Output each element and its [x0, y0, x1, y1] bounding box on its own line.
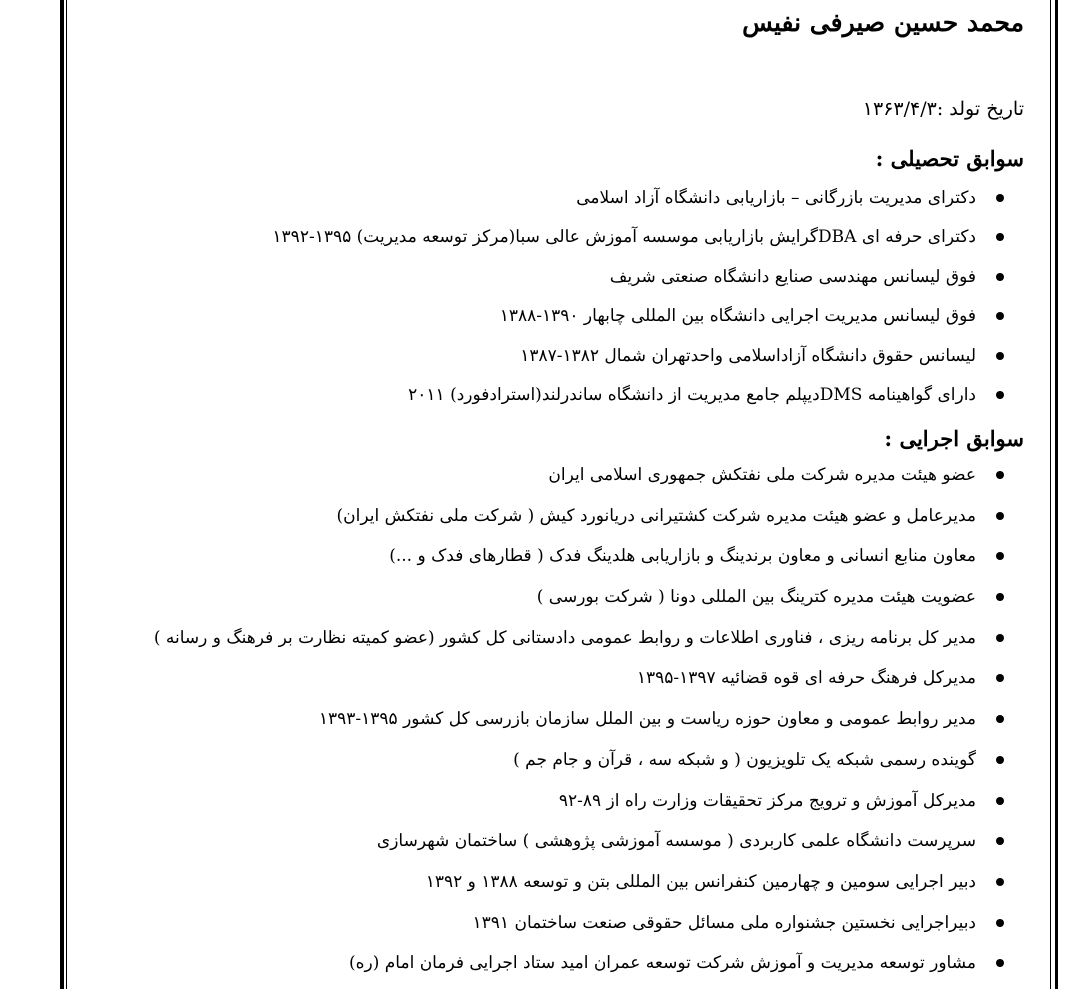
executive-item-text: گوینده رسمی شبکه یک تلویزیون ( و شبکه سه ، قرآن و جام جم )	[513, 749, 976, 770]
executive-item	[140, 708, 1024, 749]
executive-item	[140, 545, 1024, 586]
executive-item	[140, 912, 1024, 953]
bullet-icon	[996, 674, 1004, 682]
bullet-icon	[996, 797, 1004, 805]
bullet-icon	[996, 756, 1004, 764]
bullet-icon	[996, 552, 1004, 560]
executive-item	[140, 667, 1024, 708]
executive-list	[140, 464, 1024, 993]
education-item	[140, 384, 1024, 423]
executive-item-text: مدیرعامل و عضو هیئت مدیره شرکت کشتیرانی دریانورد کیش ( شرکت ملی نفتکش ایران)	[336, 505, 976, 526]
page-border-left-inner	[66, 0, 67, 989]
education-item	[140, 266, 1024, 305]
bullet-icon	[996, 512, 1004, 520]
education-item	[140, 226, 1024, 265]
executive-item-text: مدیر روابط عمومی و معاون حوزه ریاست و بین الملل سازمان بازرسی کل کشور ۱۳۹۵-۱۳۹۳	[318, 709, 976, 730]
bullet-icon	[996, 471, 1004, 479]
education-section-title: سوابق تحصیلی :	[875, 146, 1024, 171]
education-item-text: فوق لیسانس مهندسی صنایع دانشگاه صنعتی شریف	[609, 266, 976, 287]
birth-date: تاریخ تولد :۱۳۶۳/۴/۳	[862, 98, 1024, 120]
education-item	[140, 187, 1024, 226]
person-name: محمد حسین صیرفی نفیس	[742, 8, 1024, 37]
bullet-icon	[996, 273, 1004, 281]
education-item-text: دارای گواهینامه DMSدیپلم جامع مدیریت از دانشگاه ساندرلند(استرادفورد) ۲۰۱۱	[408, 384, 976, 405]
executive-item-text: عضو هیئت مدیره شرکت ملی نفتکش جمهوری اسلامی ایران	[548, 465, 976, 485]
executive-item	[140, 871, 1024, 912]
executive-item-text: مدیرکل آموزش و ترویج مرکز تحقیقات وزارت راه از ۸۹-۹۲	[558, 790, 976, 811]
education-list	[140, 187, 1024, 423]
education-item-text: لیسانس حقوق دانشگاه آزاداسلامی واحدتهران شمال ۱۳۸۲-۱۳۸۷	[520, 345, 976, 366]
executive-item	[140, 505, 1024, 546]
bullet-icon	[996, 878, 1004, 886]
education-item	[140, 305, 1024, 344]
bullet-icon	[996, 194, 1004, 202]
education-item-text: دکترای مدیریت بازرگانی – بازاریابی دانشگاه آزاد اسلامی	[576, 188, 976, 208]
bullet-icon	[996, 593, 1004, 601]
executive-item	[140, 830, 1024, 871]
executive-item-text: مدیرکل فرهنگ حرفه ای قوه قضائیه ۱۳۹۷-۱۳۹۵	[636, 668, 976, 689]
page-border-right-outer	[1055, 0, 1058, 989]
executive-item-text: سرپرست دانشگاه علمی کاربردی ( موسسه آموزشی پژوهشی ) ساختمان شهرسازی	[376, 831, 976, 852]
education-item-text: فوق لیسانس مدیریت اجرایی دانشگاه بین المللی چابهار ۱۳۹۰-۱۳۸۸	[499, 306, 976, 327]
executive-item-text: مشاور توسعه مدیریت و آموزش شرکت توسعه عمران امید ستاد اجرایی فرمان امام (ره)	[348, 953, 976, 974]
executive-item-text: دبیراجرایی نخستین جشنواره ملی مسائل حقوقی صنعت ساختمان ۱۳۹۱	[472, 912, 976, 933]
bullet-icon	[996, 233, 1004, 241]
executive-item	[140, 586, 1024, 627]
executive-item	[140, 749, 1024, 790]
executive-item	[140, 952, 1024, 993]
executive-item-text: مدیر کل برنامه ریزی ، فناوری اطلاعات و روابط عمومی دادستانی کل کشور (عضو کمیته نظارت بر فرهنگ و رسانه )	[153, 627, 976, 648]
bullet-icon	[996, 634, 1004, 642]
bullet-icon	[996, 919, 1004, 927]
bullet-icon	[996, 352, 1004, 360]
executive-item-text: دبیر اجرایی سومین و چهارمین کنفرانس بین المللی بتن و توسعه ۱۳۸۸ و ۱۳۹۲	[425, 871, 976, 892]
page-border-left	[60, 0, 64, 989]
bullet-icon	[996, 959, 1004, 967]
page-border-right	[1050, 0, 1051, 989]
bullet-icon	[996, 312, 1004, 320]
education-item-text: دکترای حرفه ای DBAگرایش بازاریابی موسسه آموزش عالی سبا(مرکز توسعه مدیریت) ۱۳۹۵-۱۳۹۲	[272, 227, 976, 248]
executive-item-text: عضویت هیئت مدیره کترینگ بین المللی دونا ( شرکت بورسی )	[536, 587, 976, 608]
executive-item-text: معاون منابع انسانی و معاون برندینگ و بازاریابی هلدینگ فدک ( قطارهای فدک و ...)	[389, 546, 976, 567]
executive-item	[140, 790, 1024, 831]
bullet-icon	[996, 715, 1004, 723]
executive-item	[140, 464, 1024, 505]
executive-item	[140, 627, 1024, 668]
education-item	[140, 345, 1024, 384]
bullet-icon	[996, 837, 1004, 845]
bullet-icon	[996, 391, 1004, 399]
executive-section-title: سوابق اجرایی :	[884, 426, 1024, 451]
